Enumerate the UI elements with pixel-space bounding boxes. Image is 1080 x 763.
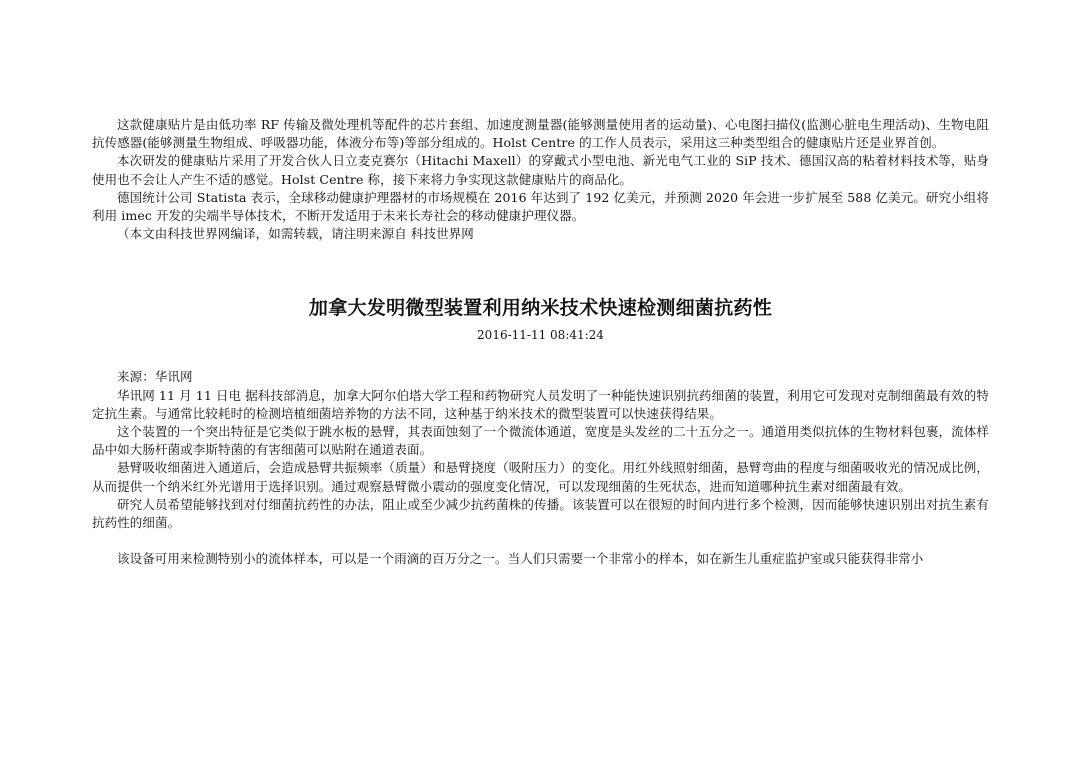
intro-paragraph-3: 德国统计公司 Statista 表示，全球移动健康护理器材的市场规模在 2016 年达到了 192 亿美元，并预测 2020 年会进一步扩展至 588 亿美元。研究小组将利用 imec 开发的尖端半导体技术，不断开发适用于未来长寿社会的移动健康护理仪器。 (92, 189, 989, 224)
article-title: 加拿大发明微型装置利用纳米技术快速检测细菌抗药性 (308, 297, 773, 320)
intro-paragraph-2: 本次研发的健康贴片采用了开发合伙人日立麦克赛尔（Hitachi Maxell）的穿戴式小型电池、新光电气工业的 SiP 技术、德国汉高的粘着材料技术等，贴身使用也不会让人产生不适的感觉。Holst Centre 称，接下来将力争实现这款健康贴片的商品化。 (92, 153, 989, 187)
document-page (92, 116, 989, 568)
article-source: 来源：华讯网 (117, 369, 193, 385)
intro-paragraph-1: 这款健康贴片是由低功率 RF 传输及微处理机等配件的芯片套组、加速度测量器(能够测量使用者的运动量)、心电图扫描仪(监测心脏电生理活动)、生物电阻抗传感器(能够测量生物组成、呼吸器功能，体液分布等)等部分组成的。Holst Centre 的工作人员表示，采用这三种类型组合的健康贴片还是业界首创。 (92, 117, 989, 151)
intro-paragraph-credit: （本文由科技世界网编译，如需转载，请注明来源自 科技世界网 (117, 226, 474, 242)
article-paragraph-2: 这个装置的一个突出特征是它类似于跳水板的悬臂，其表面蚀刻了一个微流体通道，宽度是头发丝的二十五分之一。通道用类似抗体的生物材料包裹，流体样品中如大肠杆菌或李斯特菌的有害细菌可以贴附在通道表面。 (92, 424, 989, 458)
article-paragraph-4: 研究人员希望能够找到对付细菌抗药性的办法，阻止或至少减少抗药菌株的传播。该装置可以在很短的时间内进行多个检测，因而能够快速识别出对抗生素有抗药性的细菌。 (92, 496, 989, 531)
article-date: 2016-11-11 08:41:24 (477, 328, 604, 343)
article-paragraph-1: 华讯网 11 月 11 日电 据科技部消息，加拿大阿尔伯塔大学工程和药物研究人员发明了一种能快速识别抗药细菌的装置，利用它可发现对克制细菌最有效的特定抗生素。与通常比较耗时的检测培植细菌培养物的方法不同，这种基于纳米技术的微型装置可以快速获得结果。 (92, 387, 989, 421)
article-paragraph-5: 该设备可用来检测特别小的流体样本，可以是一个雨滴的百万分之一。当人们只需要一个非常小的样本，如在新生儿重症监护室或只能获得非常小 (117, 551, 924, 567)
article-header (92, 295, 989, 343)
article-paragraph-3: 悬臂吸收细菌进入通道后，会造成悬臂共振频率（质量）和悬臂挠度（吸附压力）的变化。用红外线照射细菌，悬臂弯曲的程度与细菌吸收光的情况成比例，从而提供一个纳米红外光谱用于选择识别。通过观察悬臂微小震动的强度变化情况，可以发现细菌的生死状态，进而知道哪种抗生素对细菌最有效。 (92, 460, 989, 494)
